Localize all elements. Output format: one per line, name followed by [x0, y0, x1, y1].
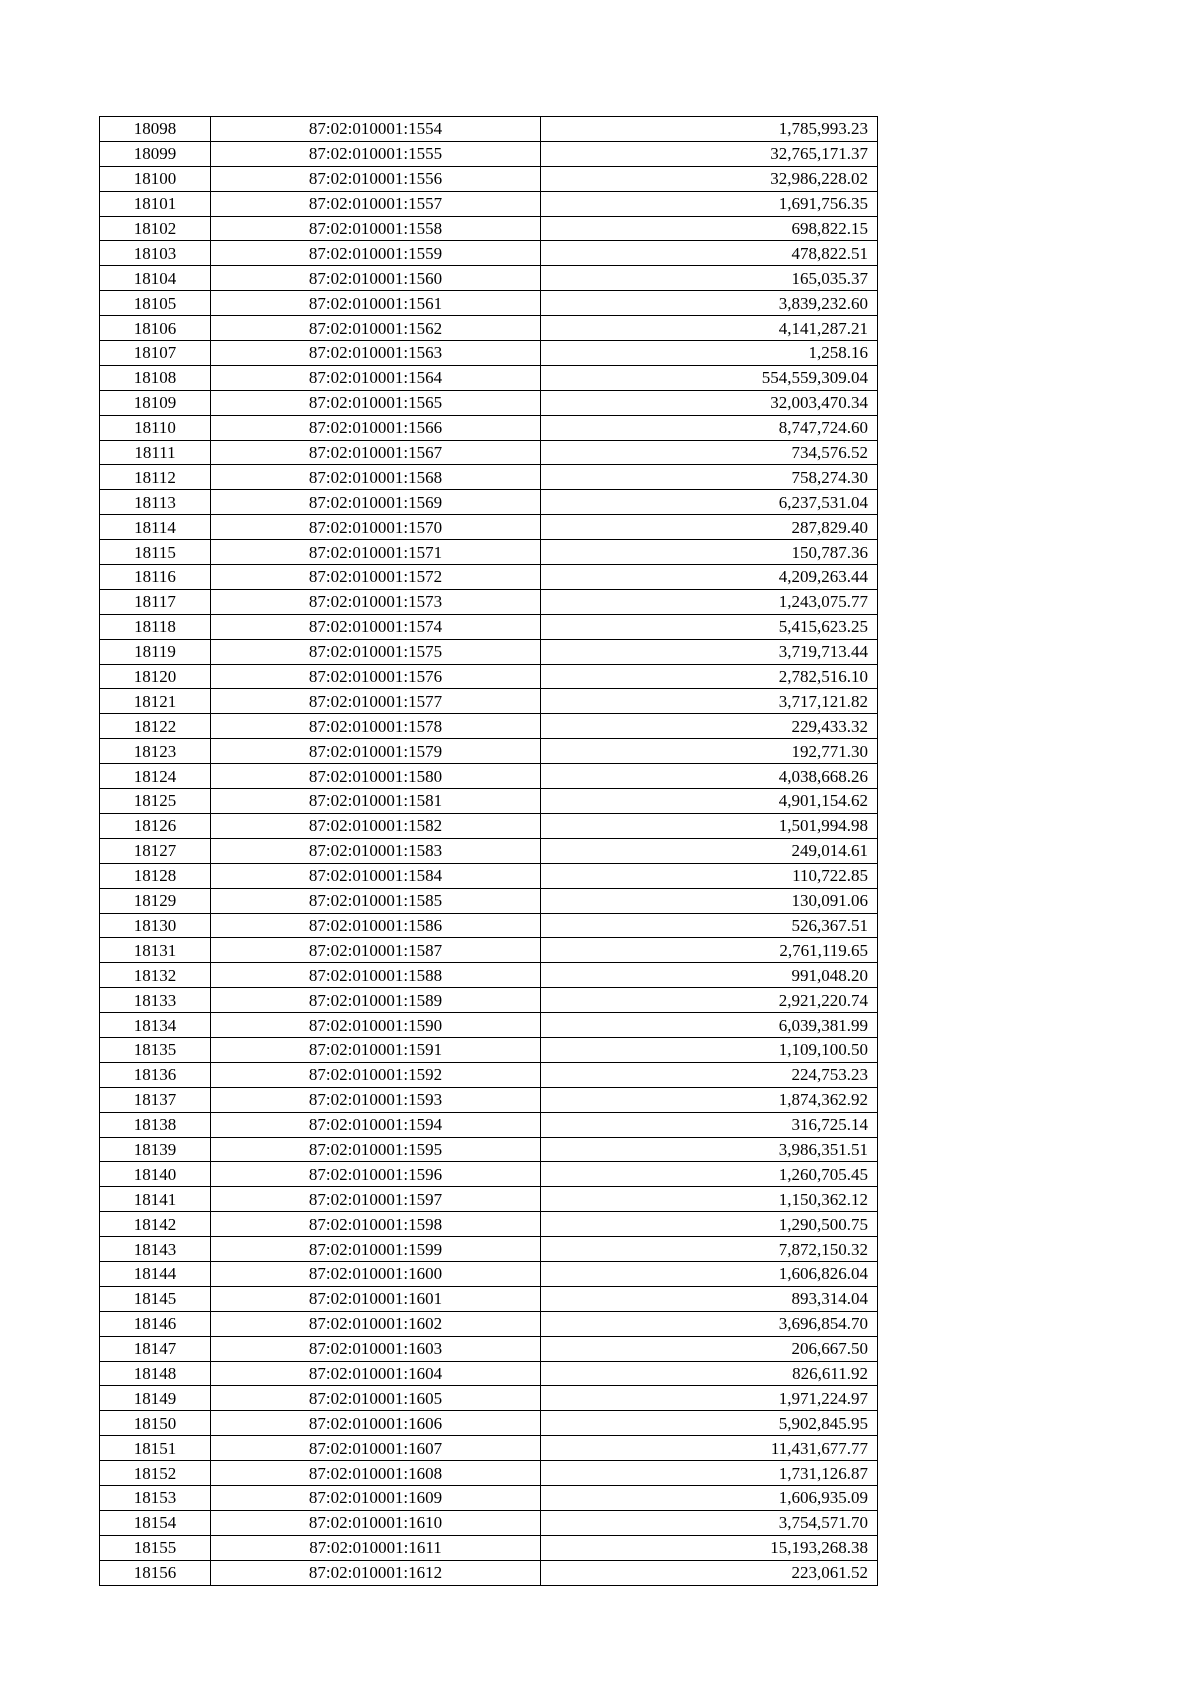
row-number-cell: 18141 — [100, 1187, 211, 1212]
table-row — [100, 764, 878, 789]
table-row — [100, 1137, 878, 1162]
value-cell: 3,696,854.70 — [541, 1311, 878, 1336]
cadastral-number-cell: 87:02:010001:1557 — [211, 191, 541, 216]
table-row — [100, 565, 878, 590]
value-cell: 3,754,571.70 — [541, 1510, 878, 1535]
row-number-cell: 18154 — [100, 1510, 211, 1535]
cadastral-number-cell: 87:02:010001:1567 — [211, 440, 541, 465]
cadastral-number-cell: 87:02:010001:1605 — [211, 1386, 541, 1411]
cadastral-number-cell: 87:02:010001:1591 — [211, 1037, 541, 1062]
value-cell: 1,785,993.23 — [541, 117, 878, 142]
row-number-cell: 18128 — [100, 863, 211, 888]
row-number-cell: 18124 — [100, 764, 211, 789]
cadastral-number-cell: 87:02:010001:1581 — [211, 789, 541, 814]
table-row — [100, 813, 878, 838]
cadastral-number-cell: 87:02:010001:1571 — [211, 540, 541, 565]
row-number-cell: 18110 — [100, 415, 211, 440]
value-cell: 1,971,224.97 — [541, 1386, 878, 1411]
row-number-cell: 18146 — [100, 1311, 211, 1336]
value-cell: 3,839,232.60 — [541, 291, 878, 316]
row-number-cell: 18100 — [100, 166, 211, 191]
cadastral-number-cell: 87:02:010001:1604 — [211, 1361, 541, 1386]
cadastral-number-cell: 87:02:010001:1590 — [211, 1013, 541, 1038]
value-cell: 526,367.51 — [541, 913, 878, 938]
value-cell: 6,039,381.99 — [541, 1013, 878, 1038]
value-cell: 165,035.37 — [541, 266, 878, 291]
value-cell: 4,901,154.62 — [541, 789, 878, 814]
table-row — [100, 1336, 878, 1361]
cadastral-number-cell: 87:02:010001:1575 — [211, 639, 541, 664]
table-row — [100, 1162, 878, 1187]
table-body — [100, 117, 878, 1586]
table-row — [100, 589, 878, 614]
value-cell: 192,771.30 — [541, 739, 878, 764]
cadastral-number-cell: 87:02:010001:1602 — [211, 1311, 541, 1336]
row-number-cell: 18108 — [100, 365, 211, 390]
value-cell: 734,576.52 — [541, 440, 878, 465]
cadastral-number-cell: 87:02:010001:1596 — [211, 1162, 541, 1187]
row-number-cell: 18104 — [100, 266, 211, 291]
value-cell: 1,606,935.09 — [541, 1485, 878, 1510]
value-cell: 287,829.40 — [541, 515, 878, 540]
cadastral-number-cell: 87:02:010001:1555 — [211, 141, 541, 166]
cadastral-number-cell: 87:02:010001:1592 — [211, 1062, 541, 1087]
cadastral-number-cell: 87:02:010001:1586 — [211, 913, 541, 938]
value-cell: 32,003,470.34 — [541, 390, 878, 415]
table-row — [100, 888, 878, 913]
row-number-cell: 18102 — [100, 216, 211, 241]
row-number-cell: 18134 — [100, 1013, 211, 1038]
cadastral-number-cell: 87:02:010001:1603 — [211, 1336, 541, 1361]
table-row — [100, 863, 878, 888]
cadastral-number-cell: 87:02:010001:1583 — [211, 838, 541, 863]
value-cell: 4,038,668.26 — [541, 764, 878, 789]
cadastral-number-cell: 87:02:010001:1601 — [211, 1286, 541, 1311]
row-number-cell: 18107 — [100, 341, 211, 366]
table-row — [100, 1087, 878, 1112]
value-cell: 1,258.16 — [541, 341, 878, 366]
row-number-cell: 18144 — [100, 1261, 211, 1286]
value-cell: 3,719,713.44 — [541, 639, 878, 664]
value-cell: 3,986,351.51 — [541, 1137, 878, 1162]
cadastral-number-cell: 87:02:010001:1593 — [211, 1087, 541, 1112]
table-row — [100, 291, 878, 316]
row-number-cell: 18131 — [100, 938, 211, 963]
value-cell: 1,109,100.50 — [541, 1037, 878, 1062]
cadastral-number-cell: 87:02:010001:1570 — [211, 515, 541, 540]
cadastral-number-cell: 87:02:010001:1597 — [211, 1187, 541, 1212]
table-row — [100, 465, 878, 490]
cadastral-number-cell: 87:02:010001:1572 — [211, 565, 541, 590]
cadastral-number-cell: 87:02:010001:1588 — [211, 963, 541, 988]
cadastral-number-cell: 87:02:010001:1610 — [211, 1510, 541, 1535]
row-number-cell: 18111 — [100, 440, 211, 465]
row-number-cell: 18106 — [100, 316, 211, 341]
table-row — [100, 1187, 878, 1212]
table-row — [100, 1286, 878, 1311]
row-number-cell: 18132 — [100, 963, 211, 988]
row-number-cell: 18109 — [100, 390, 211, 415]
row-number-cell: 18116 — [100, 565, 211, 590]
row-number-cell: 18120 — [100, 664, 211, 689]
cadastral-number-cell: 87:02:010001:1595 — [211, 1137, 541, 1162]
row-number-cell: 18148 — [100, 1361, 211, 1386]
table-row — [100, 1411, 878, 1436]
cadastral-number-cell: 87:02:010001:1558 — [211, 216, 541, 241]
cadastral-number-cell: 87:02:010001:1573 — [211, 589, 541, 614]
value-cell: 1,691,756.35 — [541, 191, 878, 216]
cadastral-number-cell: 87:02:010001:1565 — [211, 390, 541, 415]
value-cell: 6,237,531.04 — [541, 490, 878, 515]
table-row — [100, 1386, 878, 1411]
cadastral-number-cell: 87:02:010001:1582 — [211, 813, 541, 838]
row-number-cell: 18105 — [100, 291, 211, 316]
row-number-cell: 18137 — [100, 1087, 211, 1112]
cadastral-number-cell: 87:02:010001:1566 — [211, 415, 541, 440]
row-number-cell: 18130 — [100, 913, 211, 938]
value-cell: 1,874,362.92 — [541, 1087, 878, 1112]
value-cell: 698,822.15 — [541, 216, 878, 241]
table-row — [100, 838, 878, 863]
table-row — [100, 938, 878, 963]
table-row — [100, 490, 878, 515]
value-cell: 554,559,309.04 — [541, 365, 878, 390]
value-cell: 249,014.61 — [541, 838, 878, 863]
row-number-cell: 18133 — [100, 988, 211, 1013]
value-cell: 2,921,220.74 — [541, 988, 878, 1013]
table-row — [100, 1560, 878, 1585]
row-number-cell: 18115 — [100, 540, 211, 565]
value-cell: 11,431,677.77 — [541, 1436, 878, 1461]
value-cell: 15,193,268.38 — [541, 1535, 878, 1560]
row-number-cell: 18136 — [100, 1062, 211, 1087]
cadastral-number-cell: 87:02:010001:1585 — [211, 888, 541, 913]
value-cell: 3,717,121.82 — [541, 689, 878, 714]
table-row — [100, 789, 878, 814]
table-row — [100, 141, 878, 166]
cadastral-number-cell: 87:02:010001:1554 — [211, 117, 541, 142]
cadastral-number-cell: 87:02:010001:1560 — [211, 266, 541, 291]
cadastral-number-cell: 87:02:010001:1612 — [211, 1560, 541, 1585]
value-cell: 4,141,287.21 — [541, 316, 878, 341]
value-cell: 32,986,228.02 — [541, 166, 878, 191]
value-cell: 826,611.92 — [541, 1361, 878, 1386]
value-cell: 224,753.23 — [541, 1062, 878, 1087]
value-cell: 110,722.85 — [541, 863, 878, 888]
row-number-cell: 18103 — [100, 241, 211, 266]
cadastral-number-cell: 87:02:010001:1589 — [211, 988, 541, 1013]
table-row — [100, 266, 878, 291]
value-cell: 150,787.36 — [541, 540, 878, 565]
cadastral-number-cell: 87:02:010001:1587 — [211, 938, 541, 963]
row-number-cell: 18101 — [100, 191, 211, 216]
table-row — [100, 913, 878, 938]
value-cell: 478,822.51 — [541, 241, 878, 266]
cadastral-number-cell: 87:02:010001:1574 — [211, 614, 541, 639]
value-cell: 7,872,150.32 — [541, 1237, 878, 1262]
table-row — [100, 191, 878, 216]
value-cell: 1,290,500.75 — [541, 1212, 878, 1237]
table-row — [100, 365, 878, 390]
row-number-cell: 18142 — [100, 1212, 211, 1237]
value-cell: 223,061.52 — [541, 1560, 878, 1585]
cadastral-number-cell: 87:02:010001:1576 — [211, 664, 541, 689]
row-number-cell: 18151 — [100, 1436, 211, 1461]
table-row — [100, 1037, 878, 1062]
row-number-cell: 18149 — [100, 1386, 211, 1411]
value-cell: 5,415,623.25 — [541, 614, 878, 639]
cadastral-number-cell: 87:02:010001:1611 — [211, 1535, 541, 1560]
cadastral-number-cell: 87:02:010001:1559 — [211, 241, 541, 266]
cadastral-number-cell: 87:02:010001:1577 — [211, 689, 541, 714]
table-row — [100, 1361, 878, 1386]
row-number-cell: 18139 — [100, 1137, 211, 1162]
table-row — [100, 689, 878, 714]
cadastral-number-cell: 87:02:010001:1599 — [211, 1237, 541, 1262]
table-row — [100, 415, 878, 440]
table-row — [100, 739, 878, 764]
table-row — [100, 241, 878, 266]
row-number-cell: 18098 — [100, 117, 211, 142]
row-number-cell: 18099 — [100, 141, 211, 166]
cadastral-number-cell: 87:02:010001:1598 — [211, 1212, 541, 1237]
row-number-cell: 18127 — [100, 838, 211, 863]
cadastral-number-cell: 87:02:010001:1579 — [211, 739, 541, 764]
row-number-cell: 18143 — [100, 1237, 211, 1262]
value-cell: 32,765,171.37 — [541, 141, 878, 166]
value-cell: 229,433.32 — [541, 714, 878, 739]
value-cell: 991,048.20 — [541, 963, 878, 988]
row-number-cell: 18153 — [100, 1485, 211, 1510]
cadastral-number-cell: 87:02:010001:1606 — [211, 1411, 541, 1436]
row-number-cell: 18122 — [100, 714, 211, 739]
cadastral-number-cell: 87:02:010001:1569 — [211, 490, 541, 515]
table-row — [100, 1212, 878, 1237]
cadastral-number-cell: 87:02:010001:1564 — [211, 365, 541, 390]
table-row — [100, 1510, 878, 1535]
value-cell: 1,243,075.77 — [541, 589, 878, 614]
row-number-cell: 18152 — [100, 1461, 211, 1486]
value-cell: 316,725.14 — [541, 1112, 878, 1137]
table-row — [100, 1112, 878, 1137]
row-number-cell: 18138 — [100, 1112, 211, 1137]
row-number-cell: 18123 — [100, 739, 211, 764]
table-row — [100, 639, 878, 664]
value-cell: 1,606,826.04 — [541, 1261, 878, 1286]
table-row — [100, 1237, 878, 1262]
cadastral-number-cell: 87:02:010001:1561 — [211, 291, 541, 316]
cadastral-number-cell: 87:02:010001:1562 — [211, 316, 541, 341]
row-number-cell: 18119 — [100, 639, 211, 664]
cadastral-number-cell: 87:02:010001:1563 — [211, 341, 541, 366]
table-row — [100, 1261, 878, 1286]
row-number-cell: 18145 — [100, 1286, 211, 1311]
value-cell: 5,902,845.95 — [541, 1411, 878, 1436]
value-cell: 1,260,705.45 — [541, 1162, 878, 1187]
row-number-cell: 18112 — [100, 465, 211, 490]
table-row — [100, 341, 878, 366]
row-number-cell: 18156 — [100, 1560, 211, 1585]
table-row — [100, 1461, 878, 1486]
value-cell: 893,314.04 — [541, 1286, 878, 1311]
row-number-cell: 18150 — [100, 1411, 211, 1436]
value-cell: 2,761,119.65 — [541, 938, 878, 963]
cadastral-number-cell: 87:02:010001:1584 — [211, 863, 541, 888]
row-number-cell: 18135 — [100, 1037, 211, 1062]
value-cell: 130,091.06 — [541, 888, 878, 913]
table-row — [100, 515, 878, 540]
table-row — [100, 117, 878, 142]
value-cell: 4,209,263.44 — [541, 565, 878, 590]
value-cell: 8,747,724.60 — [541, 415, 878, 440]
cadastral-number-cell: 87:02:010001:1556 — [211, 166, 541, 191]
cadastral-number-cell: 87:02:010001:1568 — [211, 465, 541, 490]
cadastral-number-cell: 87:02:010001:1600 — [211, 1261, 541, 1286]
table-row — [100, 664, 878, 689]
row-number-cell: 18125 — [100, 789, 211, 814]
value-cell: 1,731,126.87 — [541, 1461, 878, 1486]
row-number-cell: 18114 — [100, 515, 211, 540]
table-row — [100, 166, 878, 191]
value-cell: 206,667.50 — [541, 1336, 878, 1361]
cadastral-number-cell: 87:02:010001:1578 — [211, 714, 541, 739]
row-number-cell: 18118 — [100, 614, 211, 639]
value-cell: 2,782,516.10 — [541, 664, 878, 689]
table-row — [100, 540, 878, 565]
row-number-cell: 18129 — [100, 888, 211, 913]
cadastral-number-cell: 87:02:010001:1609 — [211, 1485, 541, 1510]
value-cell: 1,150,362.12 — [541, 1187, 878, 1212]
row-number-cell: 18113 — [100, 490, 211, 515]
data-table — [99, 116, 878, 1586]
table-row — [100, 614, 878, 639]
row-number-cell: 18117 — [100, 589, 211, 614]
row-number-cell: 18121 — [100, 689, 211, 714]
table-row — [100, 440, 878, 465]
table-row — [100, 1311, 878, 1336]
table-row — [100, 1436, 878, 1461]
cadastral-number-cell: 87:02:010001:1607 — [211, 1436, 541, 1461]
value-cell: 758,274.30 — [541, 465, 878, 490]
row-number-cell: 18140 — [100, 1162, 211, 1187]
cadastral-number-cell: 87:02:010001:1608 — [211, 1461, 541, 1486]
row-number-cell: 18147 — [100, 1336, 211, 1361]
row-number-cell: 18155 — [100, 1535, 211, 1560]
table-row — [100, 316, 878, 341]
table-row — [100, 390, 878, 415]
cadastral-number-cell: 87:02:010001:1580 — [211, 764, 541, 789]
value-cell: 1,501,994.98 — [541, 813, 878, 838]
table-row — [100, 963, 878, 988]
row-number-cell: 18126 — [100, 813, 211, 838]
table-row — [100, 714, 878, 739]
table-row — [100, 1535, 878, 1560]
table-row — [100, 988, 878, 1013]
table-row — [100, 1485, 878, 1510]
table-row — [100, 216, 878, 241]
cadastral-number-cell: 87:02:010001:1594 — [211, 1112, 541, 1137]
table-row — [100, 1013, 878, 1038]
table-row — [100, 1062, 878, 1087]
